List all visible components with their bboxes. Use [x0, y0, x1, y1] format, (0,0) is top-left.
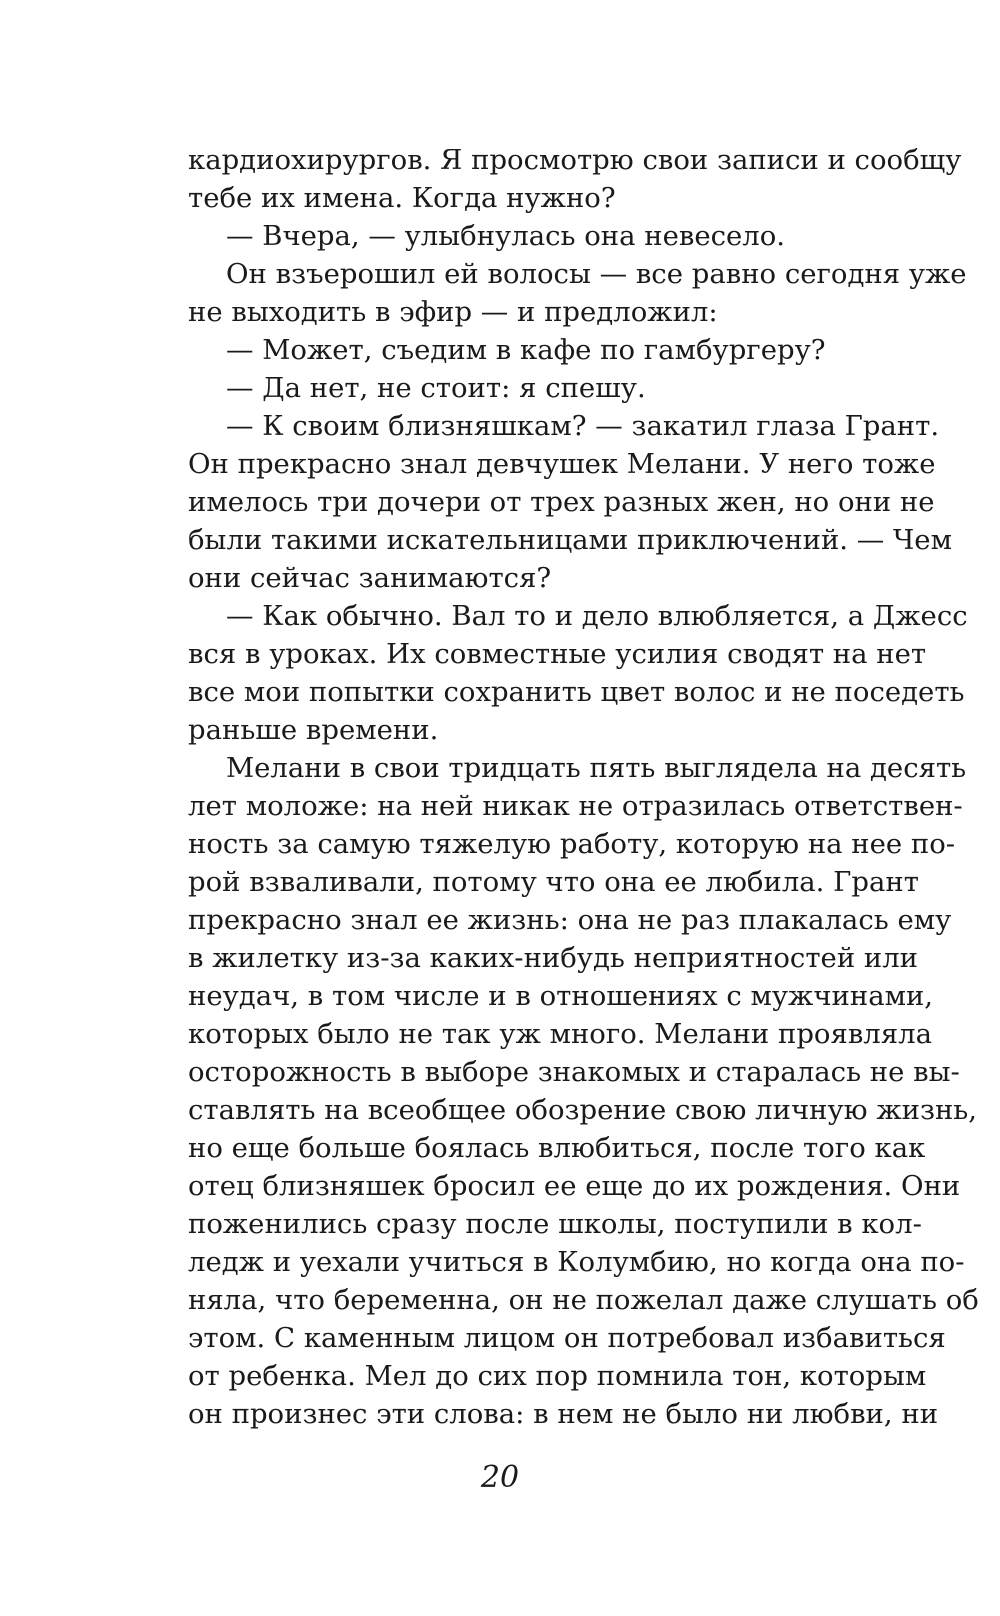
text-line: няла, что беременна, он не пожелал даже слушать об: [188, 1284, 979, 1316]
text-line: прекрасно знал ее жизнь: она не раз плакалась ему: [188, 904, 952, 936]
text-line: — Вчера, — улыбнулась она невесело.: [226, 220, 786, 252]
text-line: которых было не так уж много. Мелани проявляла: [188, 1018, 932, 1050]
text-line: рой взваливали, потому что она ее любила. Грант: [188, 866, 919, 898]
text-line: этом. С каменным лицом он потребовал избавиться: [188, 1322, 946, 1354]
text-line: ледж и уехали учиться в Колумбию, но когда она по-: [188, 1246, 965, 1278]
text-line: Он прекрасно знал девчушек Мелани. У него тоже: [188, 448, 936, 480]
text-line: — Как обычно. Вал то и дело влюбляется, а Джесс: [226, 600, 968, 632]
text-line: вся в уроках. Их совместные усилия сводят на нет: [188, 638, 927, 670]
text-line: поженились сразу после школы, поступили в кол-: [188, 1208, 922, 1240]
text-line: лет моложе: на ней никак не отразилась ответствен-: [188, 790, 963, 822]
text-line: — К своим близняшкам? — закатил глаза Грант.: [226, 410, 940, 442]
text-line: не выходить в эфир — и предложил:: [188, 296, 718, 328]
text-line: ность за самую тяжелую работу, которую на нее по-: [188, 828, 956, 860]
text-line: — Да нет, не стоит: я спешу.: [226, 372, 646, 404]
page-number: 20: [480, 1460, 520, 1495]
text-line: Он взъерошил ей волосы — все равно сегодня уже: [226, 258, 967, 290]
text-line: от ребенка. Мел до сих пор помнила тон, которым: [188, 1360, 927, 1392]
text-line: неудач, в том числе и в отношениях с мужчинами,: [188, 980, 934, 1012]
text-line: но еще больше боялась влюбиться, после того как: [188, 1132, 926, 1164]
text-line: кардиохирургов. Я просмотрю свои записи и сообщу: [188, 144, 962, 176]
text-line: он произнес эти слова: в нем не было ни любви, ни: [188, 1398, 939, 1430]
text-line: ставлять на всеобщее обозрение свою личную жизнь,: [188, 1094, 978, 1126]
text-line: Мелани в свои тридцать пять выглядела на десять: [226, 752, 967, 784]
text-line: раньше времени.: [188, 714, 439, 746]
text-line: они сейчас занимаются?: [188, 562, 552, 594]
text-line: тебе их имена. Когда нужно?: [188, 182, 616, 214]
text-line: осторожность в выборе знакомых и старалась не вы-: [188, 1056, 960, 1088]
text-line: отец близняшек бросил ее еще до их рождения. Они: [188, 1170, 961, 1202]
text-line: все мои попытки сохранить цвет волос и не поседеть: [188, 676, 965, 708]
text-line: имелось три дочери от трех разных жен, но они не: [188, 486, 935, 518]
text-line: в жилетку из-за каких-нибудь неприятностей или: [188, 942, 919, 974]
text-line: были такими искательницами приключений. — Чем: [188, 524, 952, 556]
text-line: — Может, съедим в кафе по гамбургеру?: [226, 334, 826, 366]
